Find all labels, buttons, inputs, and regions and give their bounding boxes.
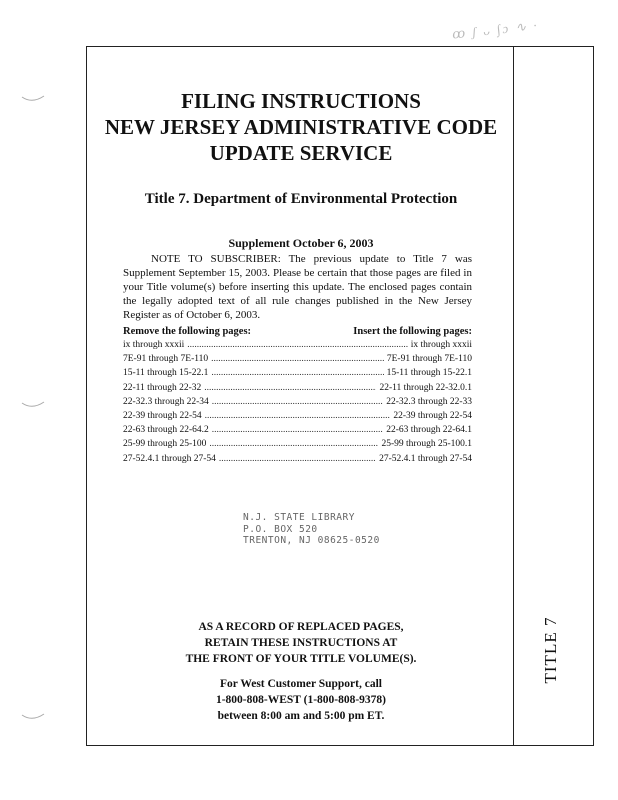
remove-cell: 22-63 through 22-64.2 [123, 425, 209, 436]
tab-divider-line [513, 46, 514, 746]
heading-line-3: UPDATE SERVICE [209, 141, 393, 165]
insert-cell: 15-11 through 15-22.1 [386, 368, 472, 379]
leader-dots [187, 340, 408, 350]
heading-line-1: FILING INSTRUCTIONS [181, 89, 421, 113]
handwritten-scribble: ꝏ ʃ ᴗ ∫ɔ ∿ · [451, 17, 540, 42]
leader-dots [209, 439, 378, 449]
heading-line-2: NEW JERSEY ADMINISTRATIVE CODE [104, 115, 498, 139]
leader-dots [212, 397, 383, 407]
insert-cell: 25-99 through 25-100.1 [381, 439, 472, 450]
remove-cell: 7E-91 through 7E-110 [123, 354, 209, 365]
remove-cell: 25-99 through 25-100 [123, 439, 207, 450]
binder-hole-mark-middle [20, 400, 46, 410]
title-line: Title 7. Department of Environmental Protection [144, 191, 458, 207]
remove-cell: 27-52.4.1 through 27-54 [123, 453, 216, 464]
insert-cell: 27-52.4.1 through 27-54 [379, 453, 472, 464]
table-row [123, 340, 472, 354]
leader-dots [219, 454, 376, 464]
insert-cell: 22-32.3 through 22-33 [386, 396, 472, 407]
leader-dots [211, 368, 383, 378]
support-line-1: For West Customer Support, call [220, 678, 382, 690]
tab-label: TITLE 7 [541, 616, 560, 684]
table-row [123, 368, 472, 382]
insert-cell: 22-11 through 22-32.0.1 [379, 382, 472, 393]
table-row [123, 383, 472, 397]
stamp-line-1: N.J. STATE LIBRARY [243, 512, 355, 523]
remove-cell: 22-11 through 22-32 [123, 382, 202, 393]
stamp-line-3: TRENTON, NJ 08625-0520 [243, 535, 380, 546]
note-to-subscriber: NOTE TO SUBSCRIBER: The previous update to Title 7 was Supplement September 15, 2003. Please be certain that those pages are filed in your Title volume(s) before inserting this update. The enclosed pages contain the legally adopted text of all rule changes published in the New Jersey Register as of October 6, 2003. [123, 253, 472, 321]
customer-support [96, 676, 506, 724]
leader-dots [205, 411, 391, 421]
insert-cell: 7E-91 through 7E-110 [386, 354, 472, 365]
remove-cell: 15-11 through 15-22.1 [123, 368, 209, 379]
insert-header: Insert the following pages: [353, 326, 472, 337]
insert-cell: 22-39 through 22-54 [393, 410, 472, 421]
remove-cell: 22-32.3 through 22-34 [123, 396, 209, 407]
remove-cell: 22-39 through 22-54 [123, 410, 202, 421]
insert-cell: ix through xxxii [410, 340, 472, 350]
table-header [123, 326, 472, 337]
support-hours: between 8:00 am and 5:00 pm ET. [217, 710, 385, 722]
leader-dots [211, 354, 384, 364]
supplement-date: Supplement October 6, 2003 [228, 236, 374, 250]
record-line-1: AS A RECORD OF REPLACED PAGES, [198, 621, 404, 633]
insert-cell: 22-63 through 22-64.1 [386, 425, 472, 436]
table-row [123, 425, 472, 439]
record-line-3: THE FRONT OF YOUR TITLE VOLUME(S). [185, 653, 417, 665]
table-row [123, 397, 472, 411]
record-line-2: RETAIN THESE INSTRUCTIONS AT [204, 637, 398, 649]
binder-hole-mark-bottom [20, 712, 46, 722]
remove-header: Remove the following pages: [123, 326, 252, 337]
binder-hole-mark-top [20, 94, 46, 104]
table-row [123, 439, 472, 453]
support-phone: 1-800-808-WEST (1-800-808-9378) [215, 694, 387, 706]
library-stamp [243, 512, 380, 547]
table-row [123, 411, 472, 425]
leader-dots [212, 425, 383, 435]
leader-dots [204, 383, 376, 393]
record-instructions [96, 619, 506, 667]
page-replacement-table [123, 326, 472, 468]
stamp-line-2: P.O. BOX 520 [243, 523, 318, 535]
table-row [123, 354, 472, 368]
table-row [123, 454, 472, 468]
remove-cell: ix through xxxii [123, 340, 185, 350]
